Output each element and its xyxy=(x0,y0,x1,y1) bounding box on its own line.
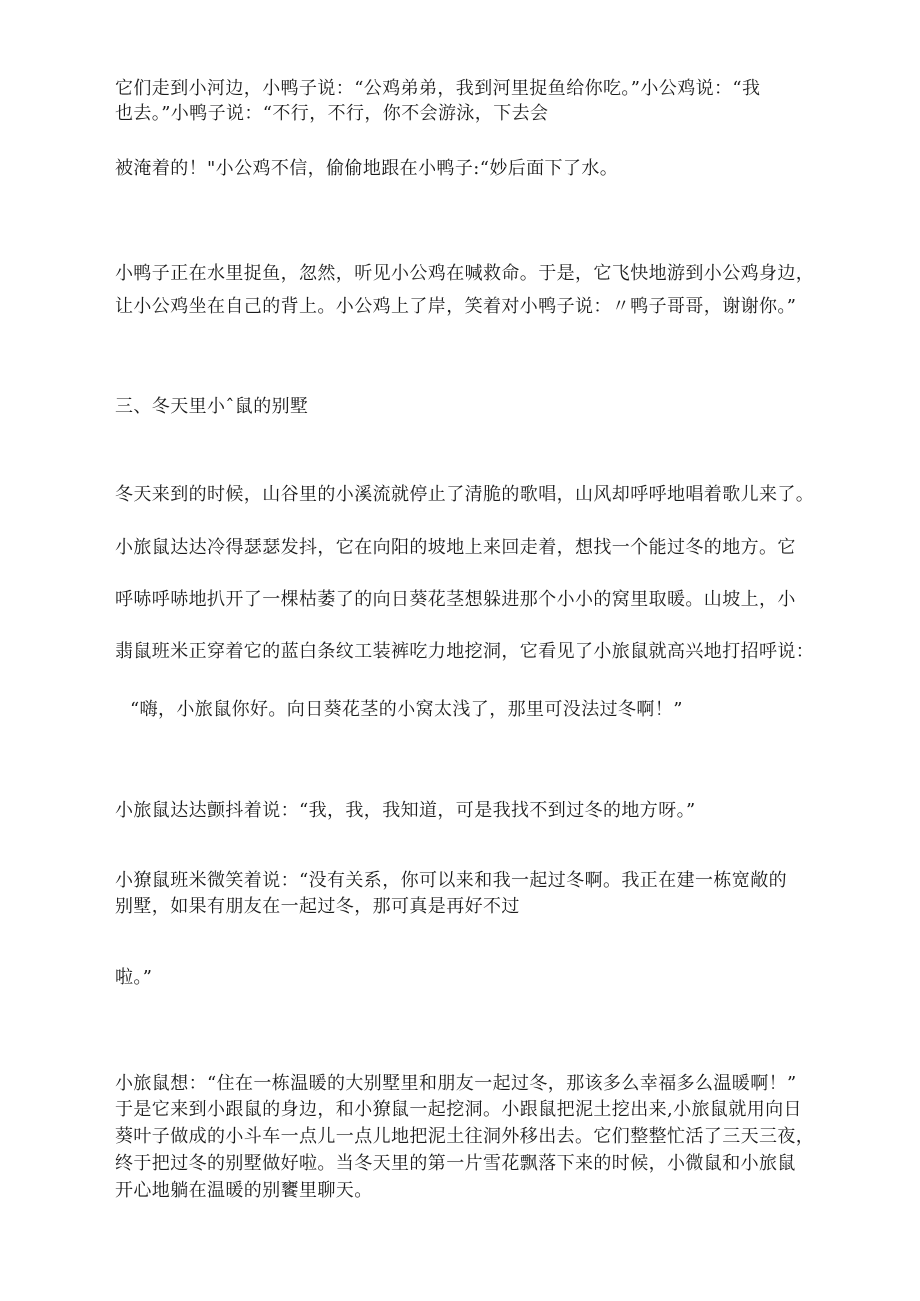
text-line: 呼哧呼哧地扒开了一棵枯萎了的向日葵花茎想躲进那个小小的窝里取暖。山坡上，小 xyxy=(115,589,796,610)
section-heading: 三、冬天里小ˆ鼠的别墅 xyxy=(115,396,309,417)
text-line: 于是它来到小跟鼠的身边，和小獠鼠一起挖洞。小跟鼠把泥土挖出来,小旅鼠就用向日 xyxy=(115,1099,802,1120)
text-line: 小鸭子正在水里捉鱼，忽然，听见小公鸡在喊救命。于是，它飞快地游到小公鸡身边， xyxy=(115,263,815,284)
text-line: 让小公鸡坐在自己的背上。小公鸡上了岸，笑着对小鸭子说：〃鸭子哥哥，谢谢你。” xyxy=(115,296,797,317)
text-line: 终于把过冬的别墅做好啦。当冬天里的第一片雪花飘落下来的时候，小微鼠和小旅鼠 xyxy=(115,1153,796,1174)
text-line: 也去。”小鸭子说：“不行，不行，你不会游泳，下去会 xyxy=(115,103,549,124)
text-line: 啦。” xyxy=(115,967,153,988)
text-line: 开心地躺在温暖的别饔里聊天。 xyxy=(115,1180,373,1201)
text-line: “嗨，小旅鼠你好。向日葵花茎的小窝太浅了，那里可没法过冬啊！” xyxy=(130,699,683,720)
text-line: 小旅鼠想：“住在一栋温暖的大别墅里和朋友一起过冬，那该多么幸福多么温暖啊！” xyxy=(115,1073,797,1094)
text-line: 小旅鼠达达颤抖着说：“我，我，我知道，可是我找不到过冬的地方呀。” xyxy=(115,800,696,821)
text-line: 翡鼠班米正穿着它的蓝白条纹工装裤吃力地挖洞，它看见了小旅鼠就高兴地打招呼说： xyxy=(115,641,815,662)
text-line: 它们走到小河边，小鸭子说：“公鸡弟弟，我到河里捉鱼给你吃。”小公鸡说：“我 xyxy=(115,78,761,99)
text-line: 被淹着的！"小公鸡不信，偷偷地跟在小鸭子:“妙后面下了水。 xyxy=(115,158,619,179)
text-line: 葵叶子做成的小斗车一点儿一点儿地把泥土往洞外移出去。它们整整忙活了三天三夜， xyxy=(115,1126,815,1147)
text-line: 冬天来到的时候，山谷里的小溪流就停止了清脆的歌唱，山风却呼呼地唱着歌儿来了。 xyxy=(115,484,815,505)
text-line: 小旅鼠达达冷得瑟瑟发抖，它在向阳的坡地上来回走着，想找一个能过冬的地方。它 xyxy=(115,537,796,558)
text-line: 小獠鼠班米微笑着说：“没有关系，你可以来和我一起过冬啊。我正在建一栋宽敞的 xyxy=(115,870,787,891)
text-line: 别墅，如果有朋友在一起过冬，那可真是再好不过 xyxy=(115,896,520,917)
